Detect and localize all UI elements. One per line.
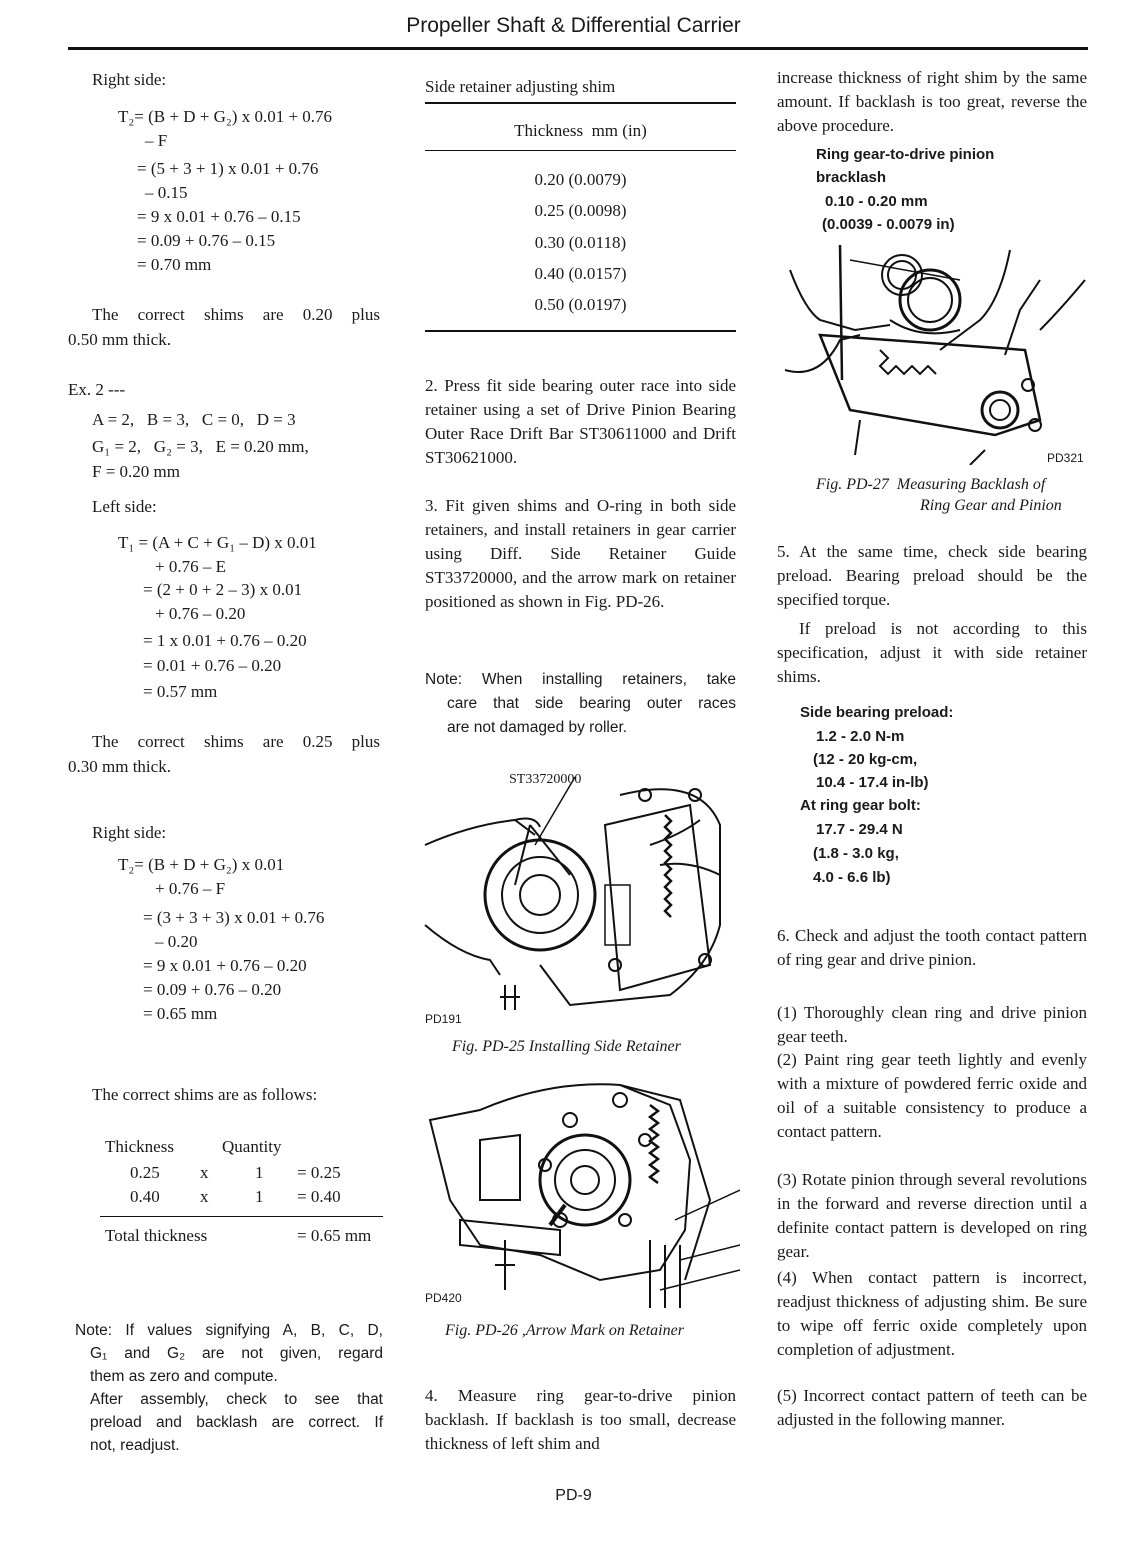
note-line: them as zero and compute. — [90, 1368, 278, 1385]
shims-intro: The correct shims are as follows: — [92, 1085, 318, 1104]
note-line: Note: If values signifying A, B, C, D, — [75, 1322, 383, 1339]
formula-line: = 0.01 + 0.76 – 0.20 — [143, 656, 282, 675]
cell-result: = 0.40 — [297, 1187, 341, 1206]
substep-5: (5) Incorrect contact pattern of teeth can be adjusted in the following manner. — [777, 1386, 1087, 1429]
formula-line: = (3 + 3 + 3) x 0.01 + 0.76 — [143, 908, 325, 927]
formula-line: = 9 x 0.01 + 0.76 – 0.15 — [137, 207, 301, 226]
formula-line: = 0.65 mm — [143, 1004, 218, 1023]
page-header-title: Propeller Shaft & Differential Carrier — [406, 14, 741, 37]
ex2-left-result-line: The correct shims are 0.25 plus — [92, 732, 380, 751]
cell-thickness: 0.40 — [130, 1187, 160, 1206]
spec-line: At ring gear bolt: — [800, 797, 921, 814]
figure-pd27-caption: Ring Gear and Pinion — [920, 497, 1062, 514]
formula-line: = (5 + 3 + 1) x 0.01 + 0.76 — [137, 159, 319, 178]
spec-line: 0.10 - 0.20 mm — [825, 193, 928, 210]
ex2-vars-line: F = 0.20 mm — [92, 462, 180, 481]
formula-line: = 0.57 mm — [143, 682, 218, 701]
cell-times: x — [200, 1163, 209, 1182]
formula-line: + 0.76 – F — [155, 879, 226, 898]
formula-line: – 0.15 — [145, 183, 188, 202]
figure-pd25-caption: Fig. PD-25 Installing Side Retainer — [452, 1038, 681, 1055]
note-line: preload and backlash are correct. If — [90, 1414, 383, 1431]
table-rule-top — [425, 102, 736, 104]
figure-pd27-illustration — [780, 240, 1090, 465]
figure-code: PD321 — [1047, 451, 1084, 465]
step-5-paragraph: 5. At the same time, check side bearing preload. Bearing preload should be the specified torque. — [777, 542, 1087, 609]
note-line: care that side bearing outer races — [447, 695, 736, 712]
substep-2: (2) Paint ring gear teeth lightly and evenly with a mixture of powdered ferric oxide and oil of a suitable consistency to produce a contact pattern. — [777, 1050, 1087, 1141]
step-4-paragraph: 4. Measure ring gear-to-drive pinion backlash. If backlash is too small, decrease thickness of left shim and — [425, 1386, 736, 1453]
ex1-result-line: 0.50 mm thick. — [68, 330, 171, 349]
ex1-result-line: The correct shims are 0.20 plus — [92, 305, 380, 324]
total-value: = 0.65 mm — [297, 1226, 372, 1245]
spec-line: Side bearing preload: — [800, 704, 954, 721]
shim-value: 0.40 (0.0157) — [534, 264, 627, 283]
shim-value: 0.30 (0.0118) — [534, 233, 627, 252]
col-header-thickness: Thickness — [105, 1137, 174, 1156]
note-line: After assembly, check to see that — [90, 1391, 383, 1408]
spec-line: (0.0039 - 0.0079 in) — [822, 216, 955, 233]
table-rule-bottom — [425, 330, 736, 332]
shim-value: 0.20 (0.0079) — [534, 170, 627, 189]
ex2-vars-line: G₁ = 2, G₂ = 3, E = 0.20 mm, — [92, 437, 309, 456]
step-2-paragraph: 2. Press fit side bearing outer race into side retainer using a set of Drive Pinion Bearing Outer Race Drift Bar ST30611000 and Drift ST30621000. — [425, 376, 736, 467]
spec-line: (1.8 - 3.0 kg, — [813, 845, 899, 862]
note-line: are not damaged by roller. — [447, 719, 628, 736]
formula-line: + 0.76 – 0.20 — [155, 604, 246, 623]
formula-line: T₂= (B + D + G₂) x 0.01 + 0.76 — [118, 107, 333, 126]
cell-result: = 0.25 — [297, 1163, 341, 1182]
cell-qty: 1 — [255, 1187, 264, 1206]
formula-line: T₂= (B + D + G₂) x 0.01 — [118, 855, 285, 874]
step-5-preload-note: If preload is not according to this specification, adjust it with side retainer shims. — [777, 619, 1087, 686]
total-label: Total thickness — [105, 1226, 208, 1245]
cell-thickness: 0.25 — [130, 1163, 160, 1182]
page-number: PD-9 — [555, 1487, 592, 1504]
spec-line: 4.0 - 6.6 lb) — [813, 869, 891, 886]
formula-line: = 1 x 0.01 + 0.76 – 0.20 — [143, 631, 307, 650]
figure-pd27-caption: Fig. PD-27 Measuring Backlash of — [816, 476, 1046, 493]
ex2-right-heading: Right side: — [92, 823, 167, 842]
step-4-continued: increase thickness of right shim by the same amount. If backlash is too great, reverse the above procedure. — [777, 68, 1087, 135]
formula-line: T₁ = (A + C + G₁ – D) x 0.01 — [118, 533, 317, 552]
cell-times: x — [200, 1187, 209, 1206]
spec-line: bracklash — [816, 169, 887, 186]
formula-line: = (2 + 0 + 2 – 3) x 0.01 — [143, 580, 303, 599]
table-divider — [100, 1216, 383, 1217]
shim-table-title: Side retainer adjusting shim — [425, 77, 616, 96]
formula-line: – 0.20 — [155, 932, 198, 951]
shim-col-header: Thickness mm (in) — [514, 121, 647, 140]
spec-line: 1.2 - 2.0 N-m — [816, 728, 905, 745]
figure-pd25-illustration — [420, 765, 740, 1030]
ex2-left-heading: Left side: — [92, 497, 157, 516]
shim-value: 0.50 (0.0197) — [534, 295, 627, 314]
formula-line: – F — [145, 131, 168, 150]
ex2-vars-line: A = 2, B = 3, C = 0, D = 3 — [92, 410, 296, 429]
substep-1: (1) Thoroughly clean ring and drive pinion gear teeth. — [777, 1003, 1087, 1046]
note-line: not, readjust. — [90, 1437, 180, 1454]
formula-line: = 0.70 mm — [137, 255, 212, 274]
spec-line: Ring gear-to-drive pinion — [816, 146, 995, 163]
ex1-right-heading: Right side: — [92, 70, 167, 89]
note-line: Note: When installing retainers, take — [425, 671, 736, 688]
note-line: G₁ and G₂ are not given, regard — [90, 1345, 383, 1362]
spec-line: 17.7 - 29.4 N — [816, 821, 903, 838]
ex2-left-result-line: 0.30 mm thick. — [68, 757, 171, 776]
figure-pd26-illustration — [420, 1080, 740, 1310]
header-rule — [68, 47, 1088, 50]
spec-line: 10.4 - 17.4 in-lb) — [816, 774, 929, 791]
spec-line: (12 - 20 kg-cm, — [813, 751, 918, 768]
step-3-paragraph: 3. Fit given shims and O-ring in both side retainers, and install retainers in gear carrier using Diff. Side Retainer Guide ST33720000, and the arrow mark on retainer positioned as shown in Fig. PD-26. — [425, 496, 736, 611]
formula-line: = 0.09 + 0.76 – 0.20 — [143, 980, 282, 999]
substep-3: (3) Rotate pinion through several revolutions in the forward and reverse direction until a definite contact pattern is developed on ring gear. — [777, 1170, 1087, 1261]
formula-line: = 9 x 0.01 + 0.76 – 0.20 — [143, 956, 307, 975]
figure-pd26-caption: Fig. PD-26 ,Arrow Mark on Retainer — [445, 1322, 684, 1339]
figure-tool-label: ST33720000 — [509, 772, 582, 787]
step-6-paragraph: 6. Check and adjust the tooth contact pattern of ring gear and drive pinion. — [777, 926, 1087, 969]
formula-line: + 0.76 – E — [155, 557, 226, 576]
formula-line: = 0.09 + 0.76 – 0.15 — [137, 231, 276, 250]
figure-code: PD420 — [425, 1291, 462, 1305]
figure-code: PD191 — [425, 1012, 462, 1026]
ex2-heading: Ex. 2 --- — [68, 380, 126, 399]
shim-value: 0.25 (0.0098) — [534, 201, 627, 220]
table-rule-header — [425, 150, 736, 151]
cell-qty: 1 — [255, 1163, 264, 1182]
col-header-quantity: Quantity — [222, 1137, 282, 1156]
substep-4: (4) When contact pattern is incorrect, readjust thickness of adjusting shim. Be sure to wipe off ferric oxide completely upon completion of adjustment. — [777, 1268, 1087, 1359]
